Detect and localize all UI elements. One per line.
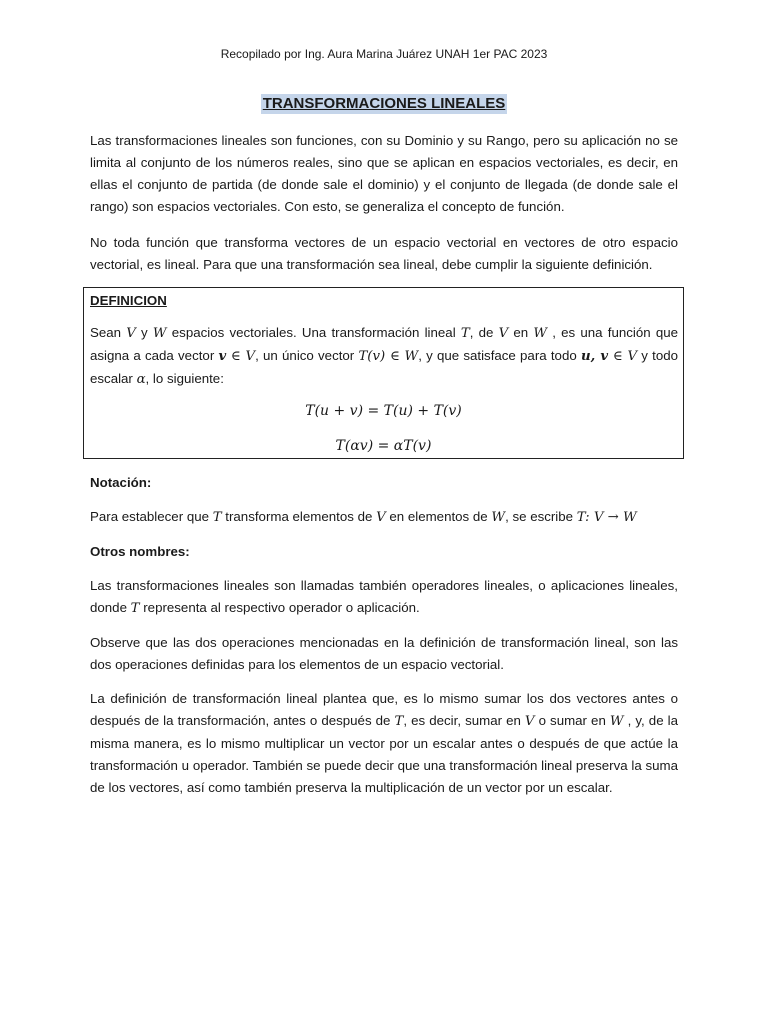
def-text-part: y todo escalar	[90, 348, 679, 386]
math-in: ∈	[608, 349, 628, 364]
homogeneity-equation: T(αv) = αT(v)	[335, 438, 432, 454]
def-text-part: en	[508, 325, 534, 340]
definition-box	[83, 287, 684, 459]
math-V: V	[245, 349, 256, 364]
math-V: V	[376, 510, 386, 525]
explanation-text-part: , y, de la misma manera, es lo mismo multiplicar un vector por un escalar antes o después de que actúe la transformación u operador. También se puede decir que una transformación lineal preserva la suma de los vectores, así como también preserva la multiplicación de un vector por un escalar.	[90, 713, 679, 795]
math-V: V	[126, 326, 136, 341]
explanation-text-part: o sumar en	[534, 713, 610, 728]
additivity-equation: T(u + v) = T(u) + T(v)	[305, 403, 462, 419]
math-uv-bold: u, v	[580, 349, 609, 364]
document-title: TRANSFORMACIONES LINEALES	[262, 95, 506, 112]
operations-paragraph: Observe que las dos operaciones mencionadas en la definición de transformación lineal, son las dos operaciones definidas para los elementos de un espacio vectorial.	[90, 635, 678, 672]
math-mapping: T: V → W	[576, 510, 637, 525]
def-text-part: , lo siguiente:	[145, 371, 224, 386]
math-alpha: α	[136, 372, 146, 387]
math-in: ∈	[226, 349, 246, 364]
notation-paragraph	[90, 506, 678, 529]
math-W: W	[491, 510, 506, 525]
math-W: W	[404, 349, 419, 364]
other-names-text-part: Las transformaciones lineales son llamadas también operadores lineales, o aplicaciones lineales, donde	[90, 578, 678, 615]
explanation-text-part: , es decir, sumar en	[403, 713, 525, 728]
title-container	[0, 94, 768, 114]
notation-text-part: , se escribe	[505, 509, 577, 524]
def-text-part: , de	[469, 325, 499, 340]
math-T: T	[460, 326, 470, 341]
other-names-heading: Otros nombres:	[90, 544, 190, 559]
notation-text-part: en elementos de	[385, 509, 492, 524]
math-W: W	[609, 714, 624, 729]
math-W: W	[152, 326, 167, 341]
math-V: V	[498, 326, 509, 341]
def-text-part: Sean	[90, 325, 127, 340]
def-text-part: , y que satisface para todo	[418, 348, 581, 363]
math-W: W	[533, 326, 548, 341]
math-V: V	[627, 349, 638, 364]
math-T: T	[212, 510, 222, 525]
linearity-paragraph: No toda función que transforma vectores de un espacio vectorial en vectores de otro espacio vectorial, es lineal. Para que una transformación sea lineal, debe cumplir la siguiente definición.	[90, 235, 678, 272]
page-header: Recopilado por Ing. Aura Marina Juárez UNAH 1er PAC 2023	[220, 47, 548, 61]
other-names-paragraph	[90, 575, 678, 620]
math-T: T	[394, 714, 404, 729]
definition-explanation-paragraph	[90, 688, 678, 799]
intro-paragraph: Las transformaciones lineales son funciones, con su Dominio y su Rango, pero su aplicación no se limita al conjunto de los números reales, sino que se aplican en espacios vectoriales, es decir, en ellas el conjunto de partida (de donde sale el dominio) y el conjunto de llegada (de donde sale el rango) son espacios vectoriales. Con esto, se generaliza el concepto de función.	[90, 133, 678, 214]
other-names-text-part: representa al respectivo operador o aplicación.	[139, 600, 420, 615]
notation-text-part: transforma elementos de	[221, 509, 377, 524]
def-text-part: espacios vectoriales. Una transformación lineal	[166, 325, 461, 340]
definition-text	[90, 322, 678, 391]
math-V: V	[524, 714, 535, 729]
math-v-bold: v	[218, 349, 227, 364]
math-T: T	[130, 601, 140, 616]
math-Tv: T(v)	[358, 349, 386, 364]
notation-heading: Notación:	[90, 475, 152, 490]
def-text-part: y	[135, 325, 153, 340]
definition-heading: DEFINICION	[90, 293, 167, 308]
math-in: ∈	[385, 349, 405, 364]
def-text-part: , un único vector	[255, 348, 359, 363]
def-text-part: , es una función que asigna a cada vector	[90, 325, 679, 363]
explanation-text-part: La definición de transformación lineal plantea que, es lo mismo sumar los dos vectores antes o después de la transformación, antes o después de	[90, 691, 678, 728]
notation-text-part: Para establecer que	[90, 509, 213, 524]
